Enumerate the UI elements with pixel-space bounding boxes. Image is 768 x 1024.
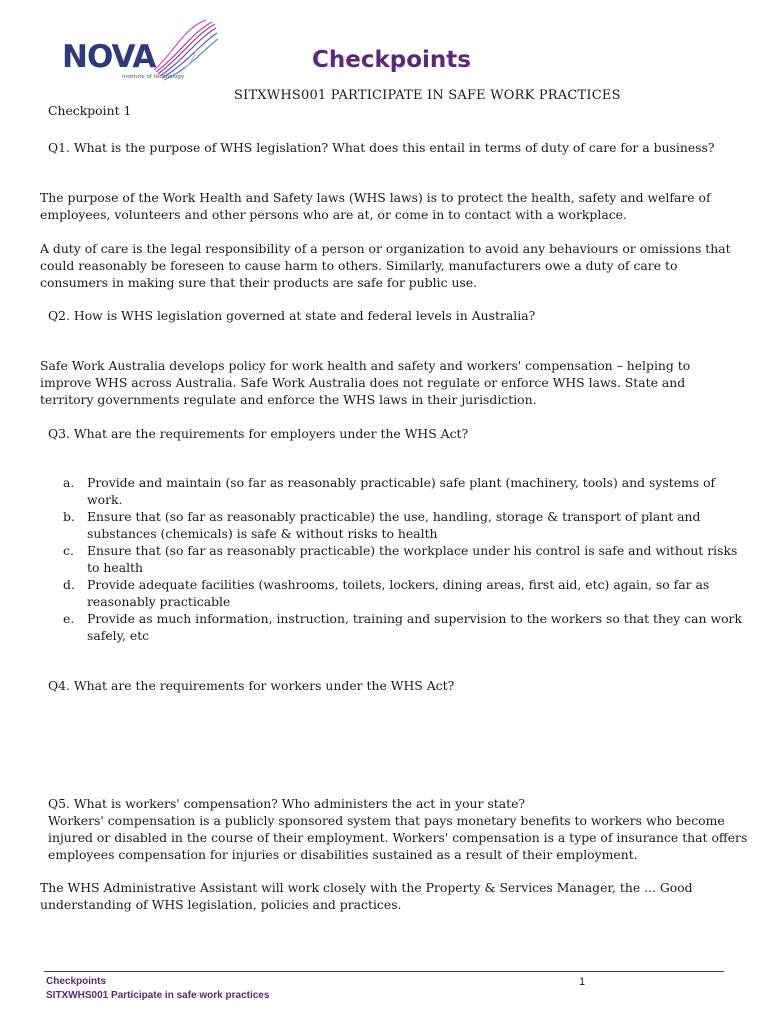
list-item <box>60 508 730 542</box>
unit-title: SITXWHS001 PARTICIPATE IN SAFE WORK PRACTICES <box>234 88 621 103</box>
footer-divider <box>44 971 724 972</box>
paragraph-line: Safe Work Australia develops policy for work health and safety and workers' compensation – helping to <box>40 358 691 373</box>
paragraph-line: employees compensation for injuries or disabilities sustained as a result of their employment. <box>48 847 638 862</box>
question-5-block <box>48 795 747 863</box>
list-item-line: to health <box>87 560 143 575</box>
list-item <box>60 542 738 576</box>
list-item-line: Provide and maintain (so far as reasonably practicable) safe plant (machinery, tools) and systems of <box>87 475 716 490</box>
paragraph-line: understanding of WHS legislation, policies and practices. <box>40 897 402 912</box>
list-item <box>60 576 730 610</box>
question-4: Q4. What are the requirements for workers under the WHS Act? <box>48 678 455 693</box>
nova-logo <box>60 14 220 84</box>
list-item-line: reasonably practicable <box>87 594 231 609</box>
paragraph-line: The purpose of the Work Health and Safety laws (WHS laws) is to protect the health, safety and welfare of <box>40 190 711 205</box>
paragraph-line: employees, volunteers and other persons who are at, or come in to contact with a workplace. <box>40 207 627 222</box>
paragraph-line: consumers in making sure that their products are safe for public use. <box>40 275 478 290</box>
question-5: Q5. What is workers' compensation? Who administers the act in your state? <box>48 796 526 811</box>
q1-answer-paragraph-2 <box>40 240 731 291</box>
question-2: Q2. How is WHS legislation governed at state and federal levels in Australia? <box>48 308 536 323</box>
list-item-line: substances (chemicals) is safe & without risks to health <box>87 526 438 541</box>
question-1: Q1. What is the purpose of WHS legislation? What does this entail in terms of duty of care for a business? <box>48 140 715 155</box>
list-item-line: Provide adequate facilities (washrooms, toilets, lockers, dining areas, first aid, etc) again, so far as <box>87 577 710 592</box>
list-marker: b. <box>63 509 75 524</box>
document-title: Checkpoints <box>312 47 471 73</box>
list-item-line: Provide as much information, instruction, training and supervision to the workers so that they can work <box>87 611 742 626</box>
logo-tagline: institute of technology <box>122 74 185 80</box>
list-marker: e. <box>63 611 75 626</box>
paragraph-line: A duty of care is the legal responsibility of a person or organization to avoid any behaviours or omissions that <box>40 241 731 256</box>
list-item <box>60 610 742 644</box>
paragraph-line: injured or disabled in the course of their employment. Workers' compensation is a type of insurance that offers <box>48 830 748 845</box>
page-number: 1 <box>579 976 586 988</box>
footer-unit-title: SITXWHS001 Participate in safe work practices <box>46 990 270 1001</box>
list-item <box>60 474 730 508</box>
list-item-line: Ensure that (so far as reasonably practicable) the workplace under his control is safe and without risks <box>87 543 738 558</box>
question-3: Q3. What are the requirements for employers under the WHS Act? <box>48 426 469 441</box>
list-marker: a. <box>63 475 75 490</box>
paragraph-line: could reasonably be foreseen to cause harm to others. Similarly, manufacturers owe a duty of care to <box>40 258 678 273</box>
q2-answer <box>40 357 690 408</box>
checkpoint-label: Checkpoint 1 <box>48 103 132 118</box>
list-item-line: Ensure that (so far as reasonably practicable) the use, handling, storage & transport of plant and <box>87 509 701 524</box>
logo-wordmark: NOVA <box>62 39 156 75</box>
list-item-line: work. <box>87 492 123 507</box>
list-marker: c. <box>63 543 74 558</box>
closing-paragraph <box>40 879 693 913</box>
paragraph-line: territory governments regulate and enforce the WHS laws in their jurisdiction. <box>40 392 537 407</box>
paragraph-line: Workers' compensation is a publicly sponsored system that pays monetary benefits to workers who become <box>48 813 725 828</box>
list-marker: d. <box>63 577 75 592</box>
list-item-line: safely, etc <box>87 628 150 643</box>
employer-requirements-list <box>60 474 742 644</box>
q1-answer-paragraph-1 <box>40 189 711 223</box>
paragraph-line: improve WHS across Australia. Safe Work Australia does not regulate or enforce WHS laws. State and <box>40 375 686 390</box>
paragraph-line: The WHS Administrative Assistant will work closely with the Property & Services Manager, the ... Good <box>40 880 693 895</box>
footer-doc-title: Checkpoints <box>46 976 107 987</box>
